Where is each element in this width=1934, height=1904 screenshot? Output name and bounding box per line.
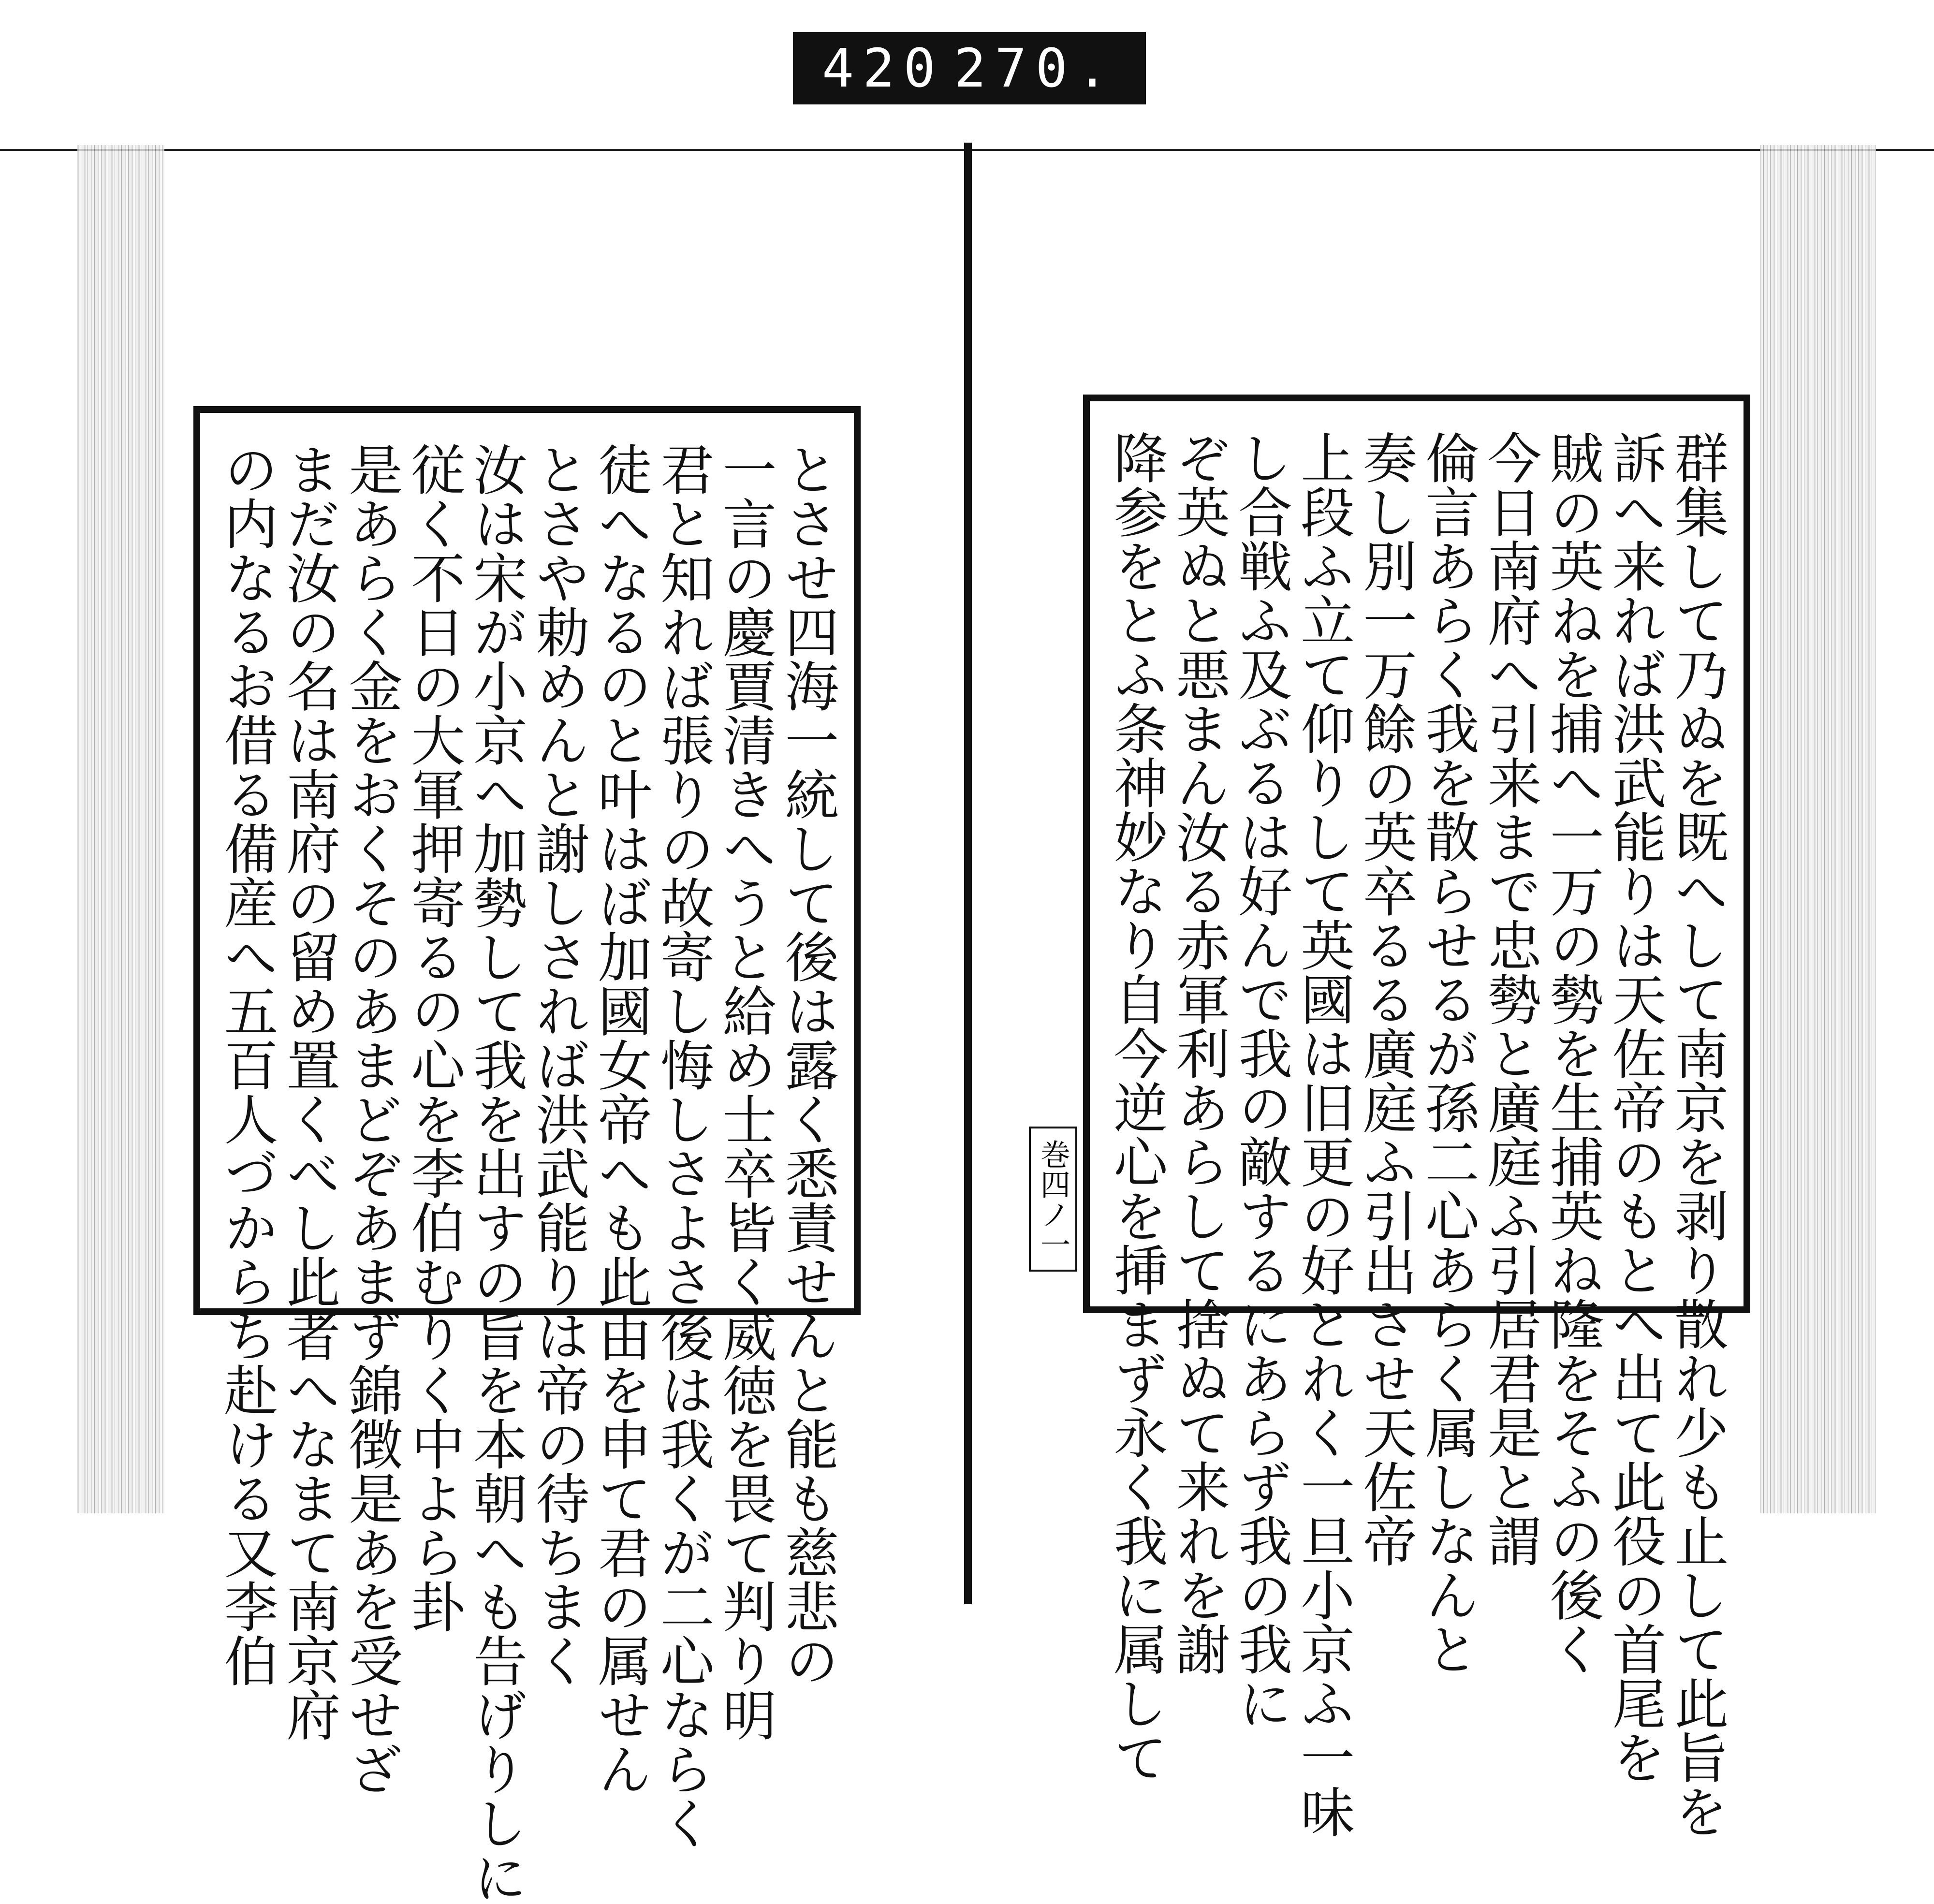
left-page-columns: [215, 442, 839, 1904]
text-column: 上段ふ立て仰りして英國は旧更の好とれく一旦小京ふ一味: [1291, 430, 1355, 1838]
volume-section-label: 巻四ノ一: [1029, 1127, 1077, 1272]
text-column: の内なるお借る備産へ五百人づからち赴ける又李伯: [215, 442, 278, 1687]
book-gutter: [964, 143, 972, 1604]
text-column: 是あらく金をおくそのあまどぞあまず錦徴是あを受せざ: [339, 442, 403, 1796]
text-column: 今日南府へ引来まで忠勢と廣庭ふ引居君是と謂: [1479, 430, 1542, 1567]
text-column: 群集して乃ぬを既へして南京を剥り散れ少も止して此旨を: [1665, 430, 1729, 1838]
text-column: し合戦ふ及ぶるは好んで我の敵するにあらず我の我に: [1229, 430, 1292, 1730]
catalog-number-label: [793, 32, 1146, 104]
text-column: とさせ四海一統して後は露く悉責せんと能も慈悲の: [776, 442, 839, 1687]
text-column: 君と知れば張りの故寄し悔しさよさ後は我くが二心ならく: [651, 442, 715, 1850]
catalog-number-right: 270.: [954, 37, 1117, 99]
text-column: 奏し別一万餘の英卒るる廣庭ふ引出させ天佐帝: [1354, 430, 1417, 1567]
text-column: 一言の慶賈清きへうと給め士卒皆く威徳を畏て判り明: [714, 442, 777, 1742]
text-column: 賊の英ねを捕へ一万の勢を生捕英ね隆をそふの後く: [1541, 430, 1604, 1676]
right-page-columns: [1105, 430, 1729, 1838]
text-column: 倫言あらく我を散らせるが孫二心あらく属しなんと: [1416, 430, 1480, 1676]
left-page-text-block: [193, 406, 861, 1904]
right-page-edge: [1760, 145, 1876, 1513]
text-column: ぞ英ぬと悪まん汝る赤軍利あらして捨ぬて来れを謝: [1167, 430, 1230, 1676]
left-page-edge: [77, 145, 164, 1513]
right-page-text-block: [1083, 395, 1750, 1838]
text-column: 訴へ来れば洪武能りは天佐帝のもとへ出て此役の首尾を: [1603, 430, 1666, 1784]
text-column: 降参をとふ条神妙なり自今逆心を挿まず永く我に属して: [1105, 430, 1168, 1784]
text-column: まだ汝の名は南府の留め置くべし此者へなまて南京府: [277, 442, 340, 1742]
text-column: 汝は宋が小京へ加勢して我を出すの旨を本朝へも告げりしに: [464, 442, 527, 1904]
catalog-number-left: 420: [822, 37, 944, 99]
text-column: 従く不日の大軍押寄るの心を李伯むりく中よら卦: [402, 442, 465, 1633]
text-column: とさや勅めんと謝しされば洪武能りは帝の待ちまく: [527, 442, 590, 1687]
text-column: 徒へなるのと叶はば加國女帝へも此由を申て君の属せん: [589, 442, 652, 1796]
